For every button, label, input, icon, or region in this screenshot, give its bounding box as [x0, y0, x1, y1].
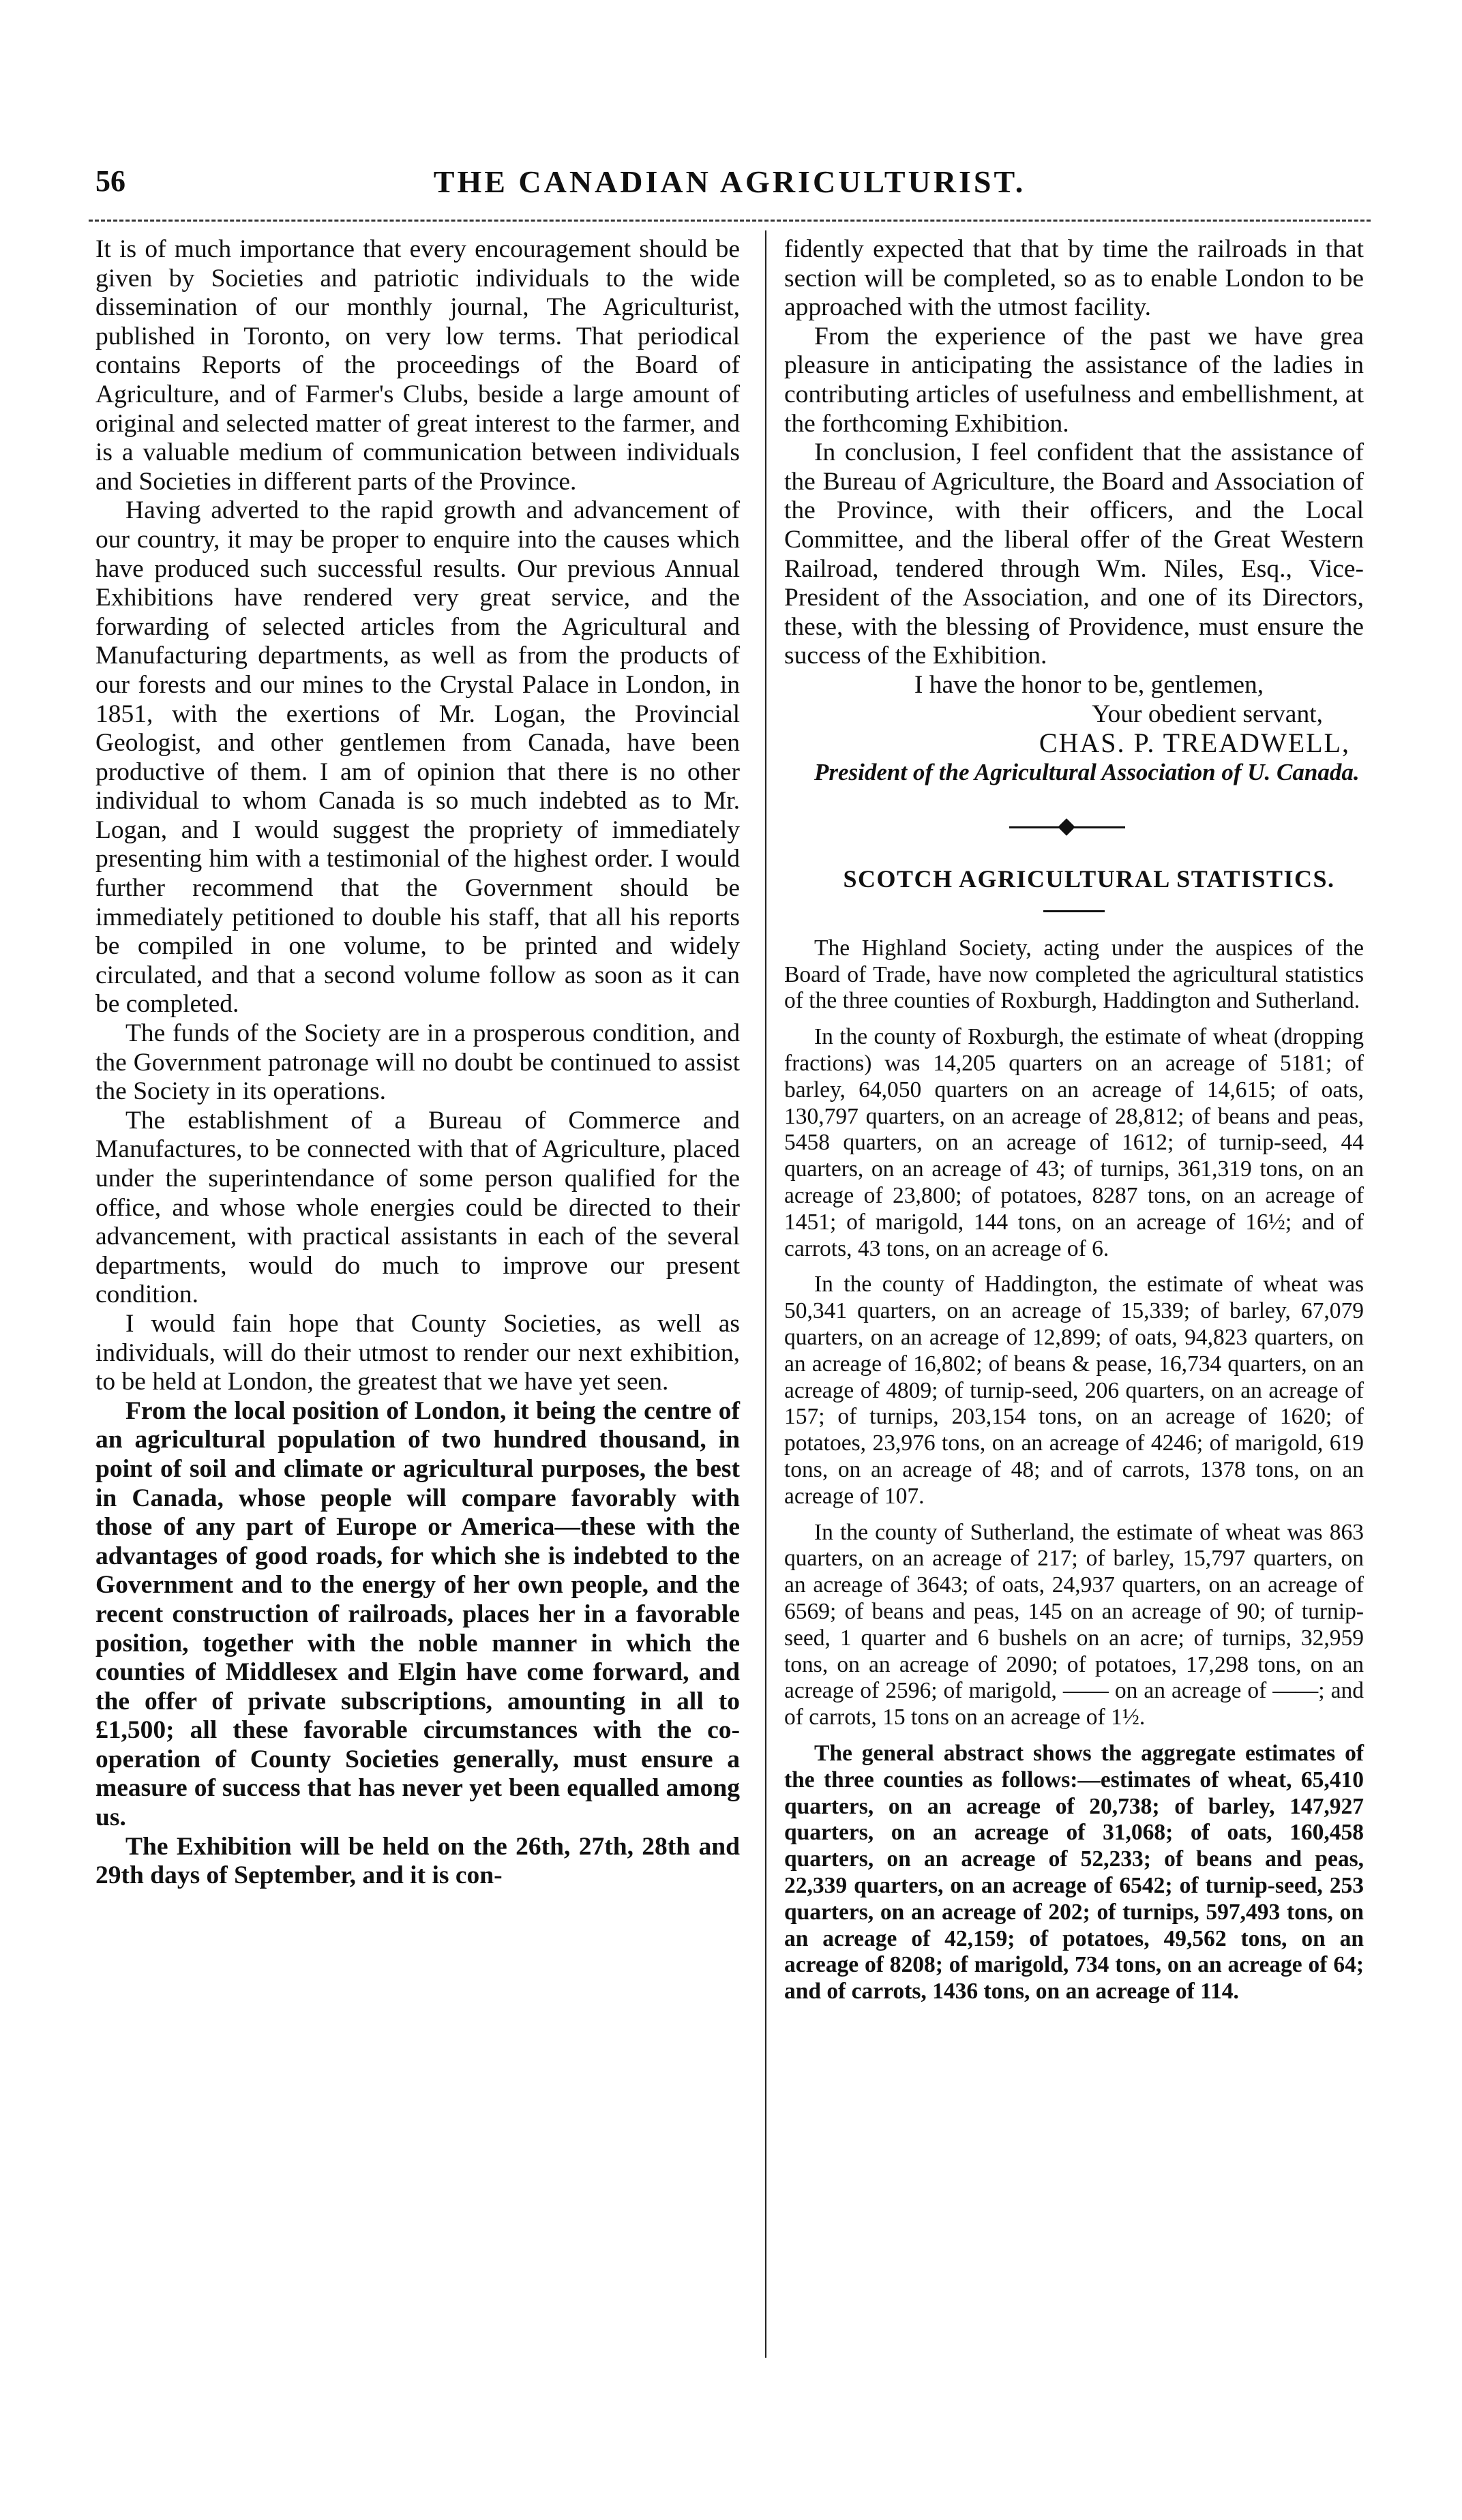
- paragraph: The general abstract shows the aggregate estimates of the three counties as follows:—estimates of wheat, 65,410 quarters, on an acreage of 20,738; of barley, 147,927 quarters, on an acreage of 31,068; of oats, 160,458 quarters, on an acreage of 52,233; of beans and peas, 22,339 quarters, on an acreage of 6542; of turnip-seed, 253 quarters, on an acreage of 202; of turnips, 597,493 tons, on an acreage of 42,159; of potatoes, 49,562 tons, on an acreage of 8208; of marigold, 734 tons, on an acreage of 64; and of carrots, 1436 tons, on an acreage of 114.: [784, 1740, 1364, 2005]
- paragraph: It is of much importance that every encouragement should be given by Societies and patriotic individuals to the wide dissemination of our monthly journal, The Agriculturist, published in Toronto, on very low terms. That periodical contains Reports of the proceedings of the Board of Agriculture, and of Farmer's Clubs, beside a large amount of original and selected matter of great interest to the farmer, and is a valuable medium of communication between individuals and Societies in different parts of the Province.: [95, 235, 740, 496]
- paragraph: fidently expected that that by time the railroads in that section will be completed, so as to enable London to be approached with the utmost facility.: [784, 235, 1364, 322]
- paragraph: The Highland Society, acting under the auspices of the Board of Trade, have now completed the agricultural statistics of the three counties of Roxburgh, Haddington and Sutherland.: [784, 935, 1364, 1014]
- paragraph: In the county of Haddington, the estimate of wheat was 50,341 quarters, on an acreage of 15,339; of barley, 67,079 quarters, on an acreage of 12,899; of oats, 94,823 quarters, on an acreage of 16,802; of beans & pease, 16,734 quarters, on an acreage of 4809; of turnip-seed, 206 quarters, on an acreage of 157; of turnips, 203,154 tons, on an acreage of 1620; of potatoes, 23,976 tons, on an acreage of 4246; of marigold, 619 tons, on an acreage of 48; and of carrots, 1378 tons, on an acreage of 107.: [784, 1272, 1364, 1509]
- section-title: SCOTCH AGRICULTURAL STATISTICS.: [843, 865, 1335, 893]
- left-column: [95, 235, 740, 1891]
- page-header: [89, 164, 1371, 211]
- signature-name: CHAS. P. TREADWELL,: [1039, 728, 1350, 759]
- paragraph: The Exhibition will be held on the 26th, 27th, 28th and 29th days of September, and it is con-: [95, 1832, 740, 1890]
- closing-line: I have the honor to be, gentlemen,: [914, 670, 1264, 699]
- valediction: Your obedient servant,: [1092, 700, 1323, 728]
- running-title: THE CANADIAN AGRICULTURIST.: [433, 164, 1026, 199]
- statistics-section: [784, 935, 1364, 2005]
- ornament-diamond: [1058, 819, 1075, 836]
- signature-title: President of the Agricultural Association of U. Canada.: [814, 758, 1360, 785]
- paragraph: The funds of the Society are in a prosperous condition, and the Government patronage will no doubt be continued to assist the Society in its operations.: [95, 1019, 740, 1106]
- paragraph: In the county of Sutherland, the estimate of wheat was 863 quarters, on an acreage of 217; of barley, 15,797 quarters, on an acreage of 3643; of oats, 24,937 quarters, on an acreage of 6569; of beans and peas, 145 on an acreage of 90; of turnip-seed, 1 quarter and 6 bushels on an acre; of turnips, 32,959 tons, on an acreage of 2090; of potatoes, 17,298 tons, on an acreage of 2596; of marigold, —— on an acreage of ——; and of carrots, 15 tons on an acreage of 1½.: [784, 1519, 1364, 1730]
- paragraph: Having adverted to the rapid growth and advancement of our country, it may be proper to enquire into the causes which have produced such successful results. Our previous Annual Exhibitions have rendered very great service, and the forwarding of selected articles from the Agricultural and Manufacturing departments, as well as from the products of our forests and our mines to the Crystal Palace in London, in 1851, with the exertions of Mr. Logan, the Provincial Geologist, and other gentlemen from Canada, have been productive of them. I am of opinion that there is no other individual to whom Canada is so much indebted as to Mr. Logan, and I would suggest the propriety of immediately presenting him with a testimonial of the highest order. I would further recommend that the Government should be immediately petitioned to double his staff, that all his reports be compiled in one volume, to be printed and widely circulated, and that a second volume follow as soon as it can be completed.: [95, 496, 740, 1019]
- right-column: [784, 235, 1364, 2005]
- header-rule: [89, 220, 1371, 222]
- paragraph: The establishment of a Bureau of Commerce and Manufactures, to be connected with that of Agriculture, placed under the superintendance of some person qualified for the office, and whose whole energies could be directed to their advancement, with practical assistants in each of the several departments, would do much to improve our present condition.: [95, 1106, 740, 1309]
- paragraph: In the county of Roxburgh, the estimate of wheat (dropping fractions) was 14,205 quarters on an acreage of 5181; of barley, 64,050 quarters on an acreage of 14,615; of oats, 130,797 quarters, on an acreage of 28,812; of beans and peas, 5458 quarters, on an acreage of 1612; of turnip-seed, 44 quarters, on an acreage of 43; of turnips, 361,319 tons, on an acreage of 23,800; of potatoes, 8287 tons, on an acreage of 1451; of marigold, 144 tons, on an acreage of 16½; and of carrots, 43 tons, on an acreage of 6.: [784, 1024, 1364, 1261]
- section-rule: [1043, 910, 1105, 912]
- paragraph: I would fain hope that County Societies, as well as individuals, will do their utmost to render our next exhibition, to be held at London, the greatest that we have yet seen.: [95, 1309, 740, 1396]
- page-number: 56: [95, 164, 125, 198]
- column-divider: [765, 230, 766, 2358]
- section-ornament: [784, 814, 1364, 841]
- paragraph: From the experience of the past we have grea pleasure in anticipating the assistance of the ladies in contributing articles of usefulness and embellishment, at the forthcoming Exhibition.: [784, 322, 1364, 438]
- paragraph: From the local position of London, it being the centre of an agricultural population of two hundred thousand, in point of soil and climate or agricultural purposes, the best in Canada, whose people will compare favorably with those of any part of Europe or America—these with the advantages of good roads, for which she is indebted to the Government and to the energy of her own people, and the recent construction of railroads, places her in a favorable position, together with the noble manner in which the counties of Middlesex and Elgin have come forward, and the offer of private subscriptions, amounting in all to £1,500; all these favorable circumstances with the co-operation of County Societies generally, must ensure a measure of success that has never yet been equalled among us.: [95, 1396, 740, 1832]
- paragraph: In conclusion, I feel confident that the assistance of the Bureau of Agriculture, the Board and Association of the Province, with their officers, and the Local Committee, and the liberal offer of the Great Western Railroad, tendered through Wm. Niles, Esq., Vice-President of the Association, and one of its Directors, these, with the blessing of Providence, must ensure the success of the Exhibition.: [784, 438, 1364, 670]
